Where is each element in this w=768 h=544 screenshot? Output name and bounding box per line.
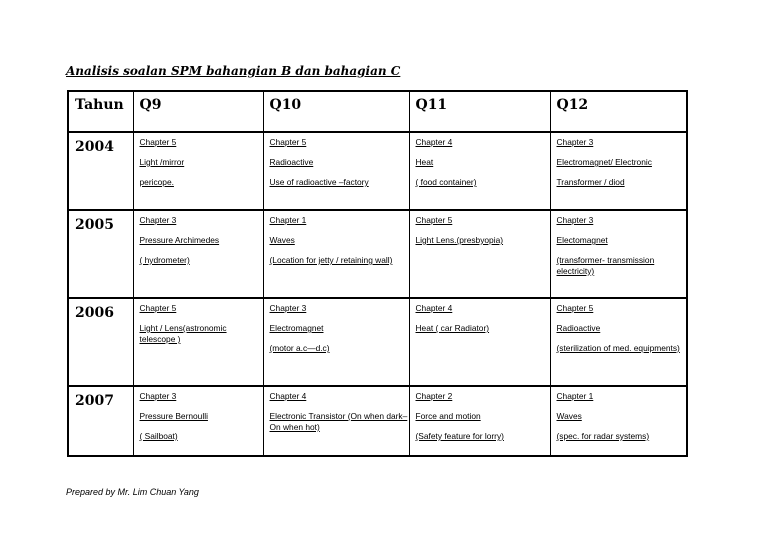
chapter-label: Chapter 1	[556, 391, 594, 401]
table-header-row	[68, 91, 687, 132]
question-cell	[263, 132, 409, 210]
table-row	[68, 210, 687, 298]
chapter-label: Chapter 3	[139, 391, 177, 401]
question-cell	[409, 210, 550, 298]
chapter-label: Chapter 4	[415, 303, 453, 313]
topic-text: (motor a.c—d.c)	[269, 343, 330, 353]
topic-text: (spec. for radar systems)	[556, 431, 650, 441]
question-cell	[550, 386, 687, 456]
page-title: Analisis soalan SPM bahangian B dan bahagian C	[66, 64, 401, 78]
topic-text: Radioactive	[556, 323, 601, 333]
chapter-label: Chapter 3	[556, 215, 594, 225]
question-cell	[263, 386, 409, 456]
chapter-label: Chapter 5	[139, 137, 177, 147]
topic-text: (transformer- transmission electricity)	[556, 255, 655, 276]
chapter-label: Chapter 4	[415, 137, 453, 147]
question-cell	[133, 132, 263, 210]
header-q12: Q12	[550, 91, 687, 132]
topic-text: ( Sailboat)	[139, 431, 178, 441]
chapter-label: Chapter 5	[139, 303, 177, 313]
topic-text: ( hydrometer)	[139, 255, 190, 265]
year-cell: 2004	[68, 132, 133, 210]
topic-text: pericope.	[139, 177, 174, 187]
topic-text: Heat	[415, 157, 434, 167]
topic-text: (Safety feature for lorry)	[415, 431, 504, 441]
question-cell	[133, 210, 263, 298]
analysis-table	[67, 90, 688, 457]
question-cell	[133, 298, 263, 386]
topic-text: Pressure Archimedes	[139, 235, 220, 245]
question-cell	[409, 298, 550, 386]
topic-text: Electronic Transistor (On when dark–On when hot)	[269, 411, 408, 432]
topic-text: Electromagnet	[269, 323, 324, 333]
topic-text: Light Lens.(presbyopia)	[415, 235, 504, 245]
header-q10: Q10	[263, 91, 409, 132]
topic-text: (Location for jetty / retaining wall)	[269, 255, 393, 265]
question-cell	[409, 132, 550, 210]
header-q11: Q11	[409, 91, 550, 132]
topic-text: Transformer / diod	[556, 177, 625, 187]
year-cell: 2007	[68, 386, 133, 456]
chapter-label: Chapter 3	[556, 137, 594, 147]
topic-text: ( food container)	[415, 177, 477, 187]
topic-text: Waves	[556, 411, 582, 421]
question-cell	[550, 132, 687, 210]
question-cell	[550, 210, 687, 298]
topic-text: Force and motion	[415, 411, 481, 421]
table-row	[68, 386, 687, 456]
footer-credit: Prepared by Mr. Lim Chuan Yang	[66, 487, 199, 497]
header-q9: Q9	[133, 91, 263, 132]
table-row	[68, 298, 687, 386]
header-tahun: Tahun	[68, 91, 133, 132]
chapter-label: Chapter 4	[269, 391, 307, 401]
topic-text: Electomagnet	[556, 235, 608, 245]
topic-text: (sterilization of med. equipments)	[556, 343, 680, 353]
chapter-label: Chapter 5	[415, 215, 453, 225]
question-cell	[550, 298, 687, 386]
chapter-label: Chapter 5	[269, 137, 307, 147]
topic-text: Heat ( car Radiator)	[415, 323, 490, 333]
question-cell	[263, 210, 409, 298]
topic-text: Pressure Bernoulli	[139, 411, 208, 421]
question-cell	[263, 298, 409, 386]
chapter-label: Chapter 3	[139, 215, 177, 225]
topic-text: Light / Lens(astronomic telescope )	[139, 323, 227, 344]
topic-text: Waves	[269, 235, 295, 245]
chapter-label: Chapter 1	[269, 215, 307, 225]
chapter-label: Chapter 5	[556, 303, 594, 313]
question-cell	[409, 386, 550, 456]
topic-text: Radioactive	[269, 157, 314, 167]
chapter-label: Chapter 2	[415, 391, 453, 401]
topic-text: Use of radioactive –factory	[269, 177, 369, 187]
question-cell	[133, 386, 263, 456]
year-cell: 2006	[68, 298, 133, 386]
topic-text: Light /mirror	[139, 157, 185, 167]
topic-text: Electromagnet/ Electronic	[556, 157, 652, 167]
year-cell: 2005	[68, 210, 133, 298]
chapter-label: Chapter 3	[269, 303, 307, 313]
table-row	[68, 132, 687, 210]
